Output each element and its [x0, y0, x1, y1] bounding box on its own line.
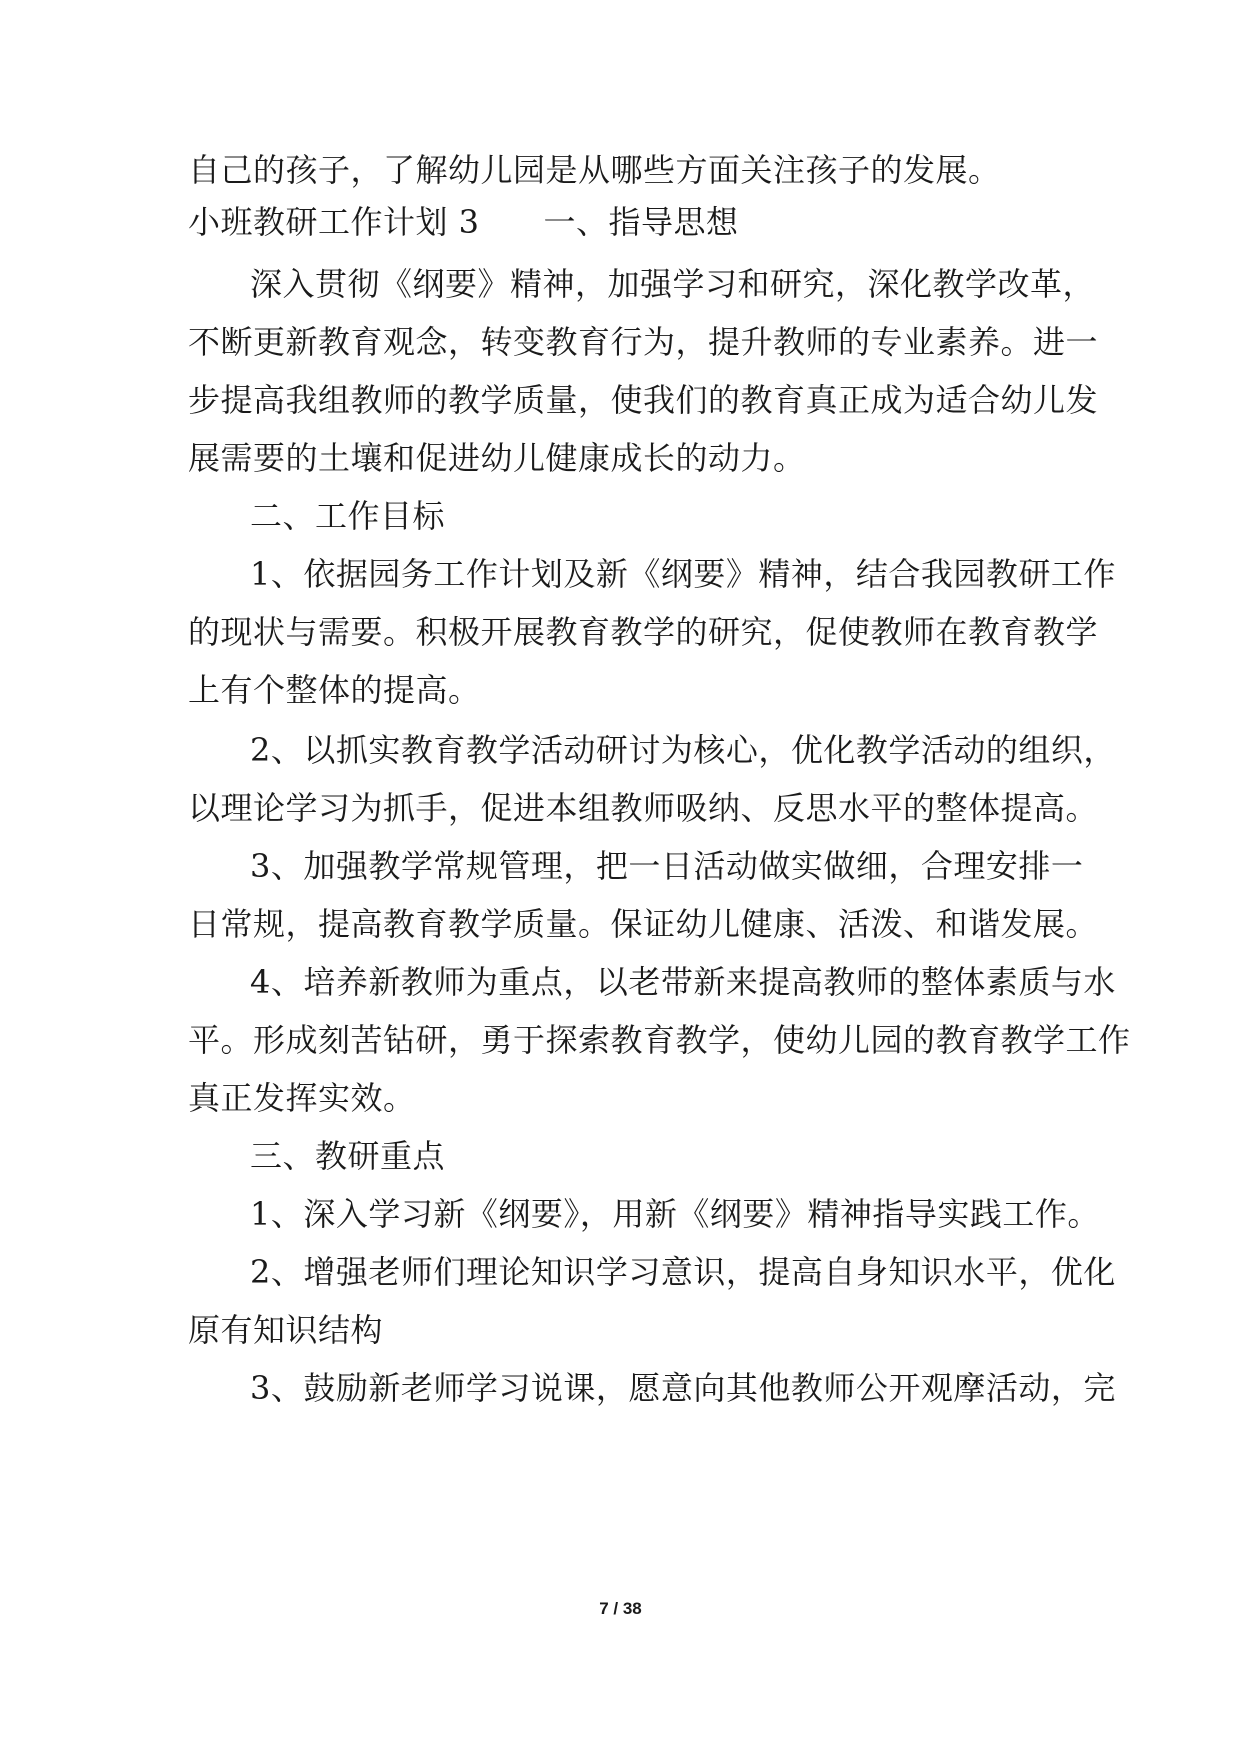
text-line: 以理论学习为抓手，促进本组教师吸纳、反思水平的整体提高。: [188, 789, 1099, 827]
paragraph-line: 3、加强教学常规管理，把一日活动做实做细，合理安排一: [250, 847, 1084, 885]
text-line: 的现状与需要。积极开展教育教学的研究，促使教师在教育教学: [188, 613, 1099, 651]
section-heading-research-focus: 三、教研重点: [250, 1137, 446, 1175]
text-line: 不断更新教育观念，转变教育行为，提升教师的专业素养。进一: [188, 323, 1099, 361]
text-line: 原有知识结构: [188, 1311, 384, 1349]
text-line: 日常规，提高教育教学质量。保证幼儿健康、活泼、和谐发展。: [188, 905, 1099, 943]
section-heading-guiding-ideology: 一、指导思想: [543, 203, 739, 241]
text-line: 真正发挥实效。: [188, 1079, 416, 1117]
plan-title: 小班教研工作计划 3: [188, 203, 480, 241]
paragraph-line: 1、深入学习新《纲要》，用新《纲要》精神指导实践工作。: [250, 1195, 1100, 1233]
text-line: 展需要的土壤和促进幼儿健康成长的动力。: [188, 439, 806, 477]
plan-heading: [188, 202, 739, 242]
text-line: 平。形成刻苦钻研，勇于探索教育教学，使幼儿园的教育教学工作: [188, 1021, 1131, 1059]
section-heading-work-goals: 二、工作目标: [250, 497, 446, 535]
text-line: 上有个整体的提高。: [188, 671, 481, 709]
paragraph-line: 3、鼓励新老师学习说课，愿意向其他教师公开观摩活动，完: [250, 1369, 1116, 1407]
page-number: 7 / 38: [599, 1599, 642, 1618]
paragraph-line: 4、培养新教师为重点，以老带新来提高教师的整体素质与水: [250, 963, 1116, 1001]
text-line: 自己的孩子，了解幼儿园是从哪些方面关注孩子的发展。: [188, 151, 1001, 189]
text-line: 步提高我组教师的教学质量，使我们的教育真正成为适合幼儿发: [188, 381, 1099, 419]
paragraph-line: 深入贯彻《纲要》精神，加强学习和研究，深化教学改革，: [250, 265, 1096, 303]
paragraph-line: 2、增强老师们理论知识学习意识，提高自身知识水平，优化: [250, 1253, 1116, 1291]
paragraph-line: 1、依据园务工作计划及新《纲要》精神，结合我园教研工作: [250, 555, 1116, 593]
paragraph-line: 2、以抓实教育教学活动研讨为核心，优化教学活动的组织，: [250, 731, 1116, 769]
